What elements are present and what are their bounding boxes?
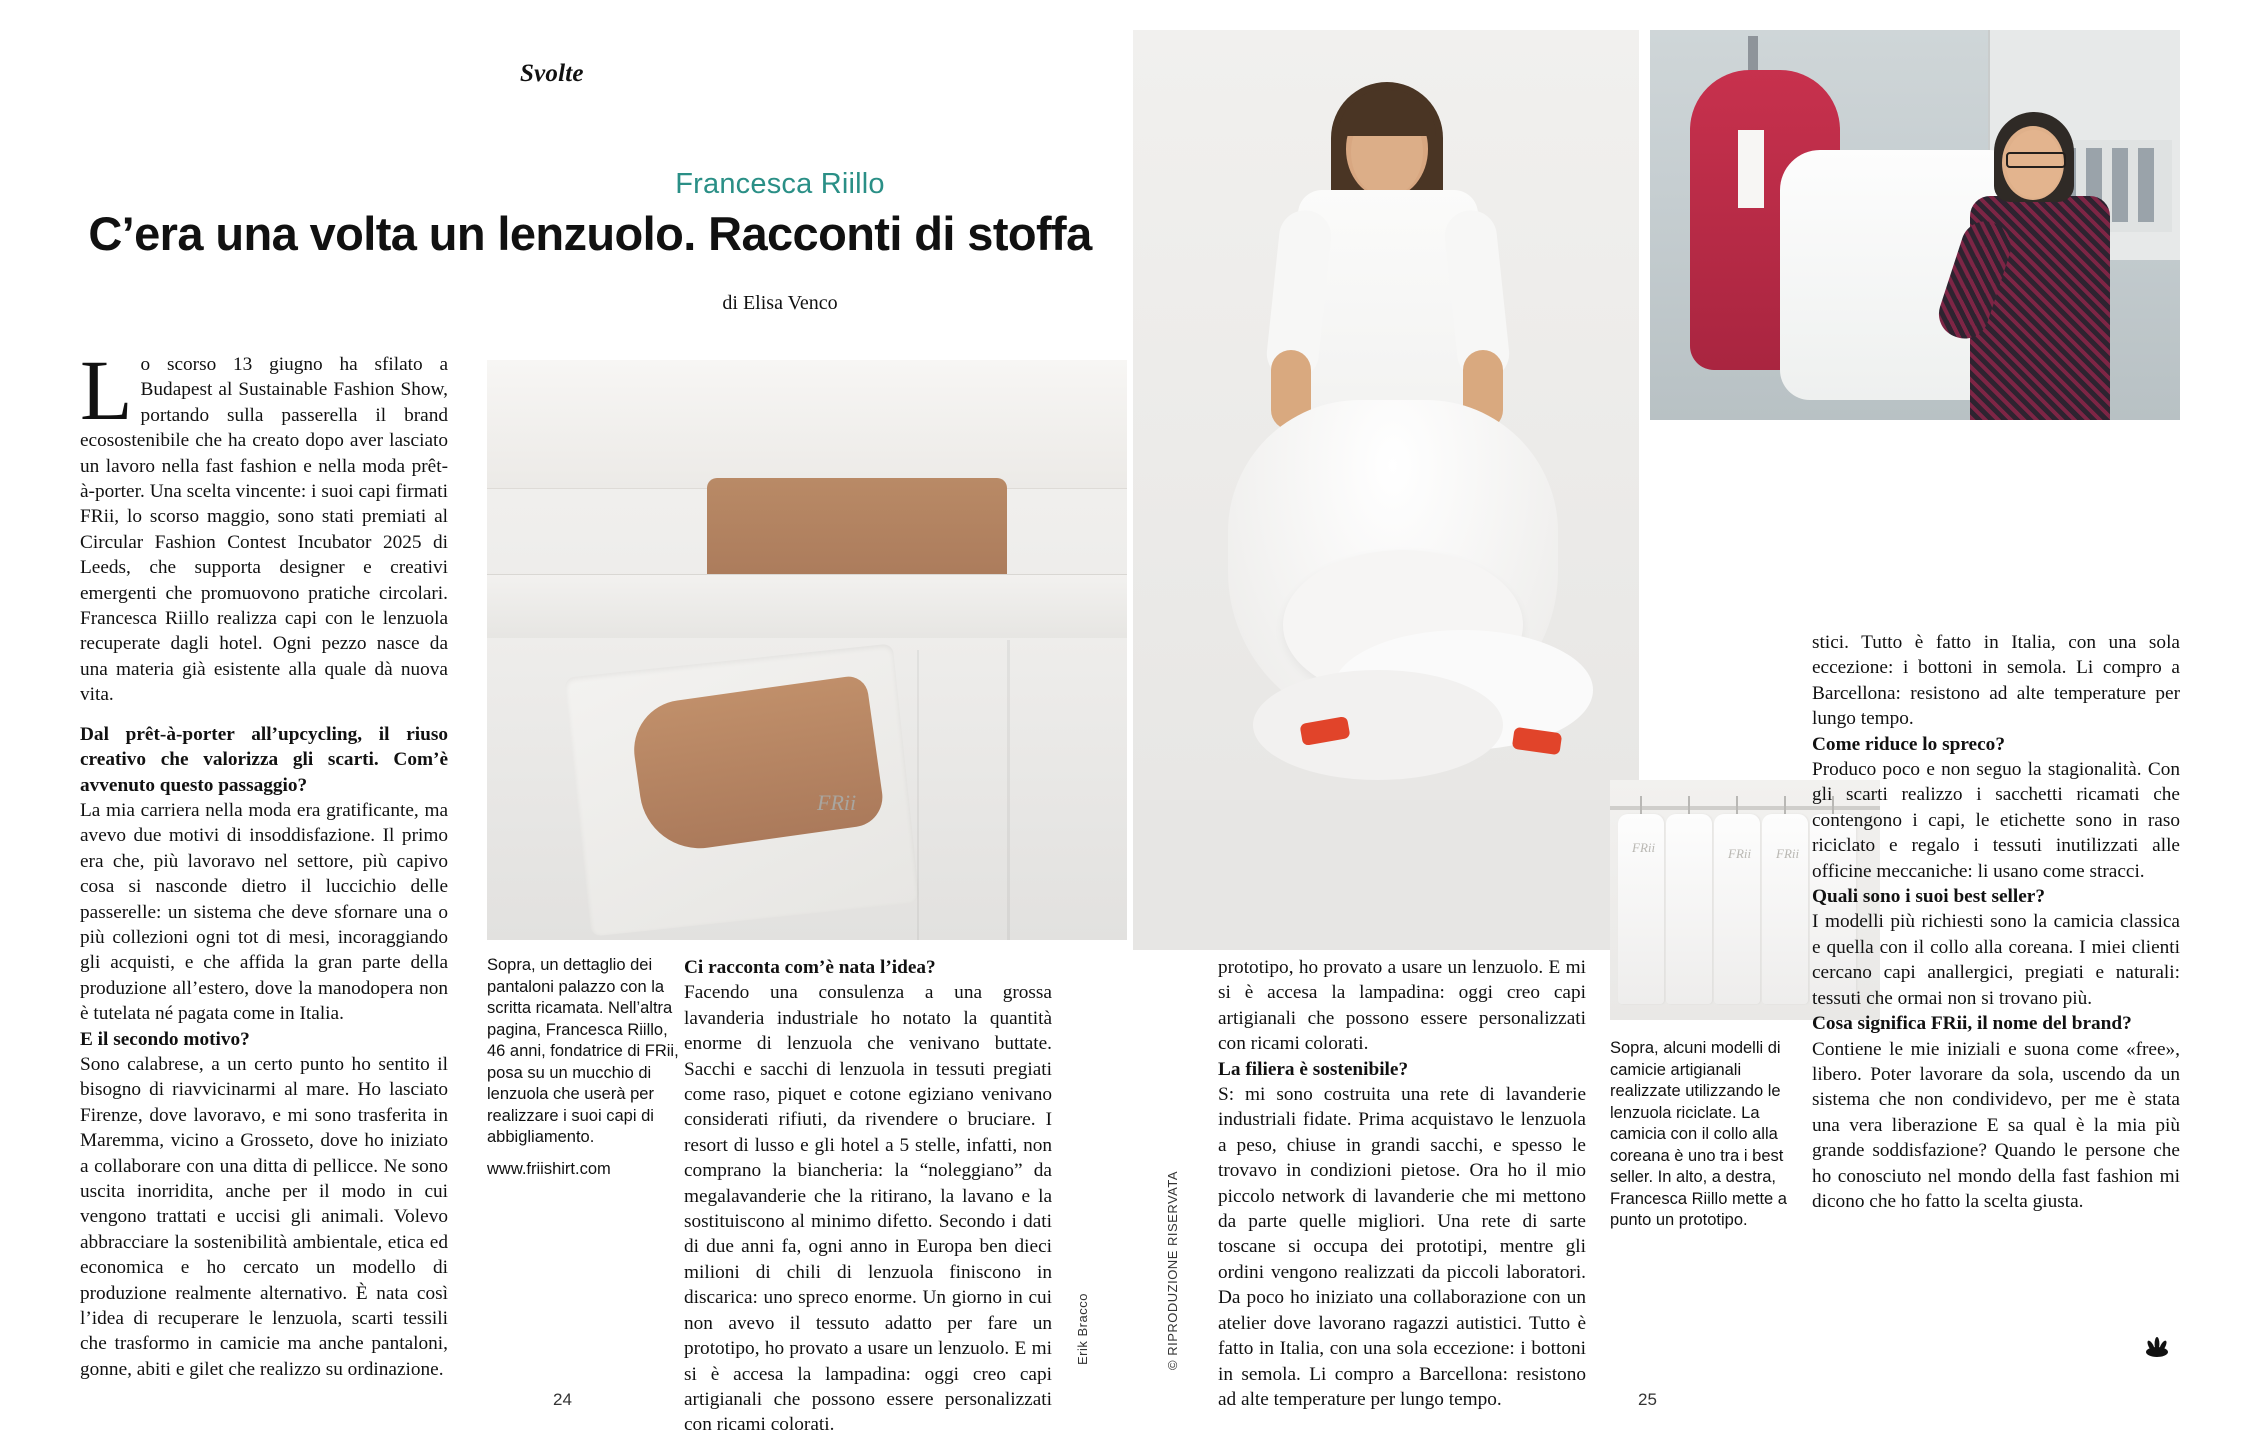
question-1: Dal prêt-à-porter all’upcycling, il riuso creativo che valorizza gli scarti. Com’è avvenuto questo passaggio? bbox=[80, 723, 448, 796]
end-mark-flower-icon bbox=[2144, 1336, 2170, 1358]
question-6: Quali sono i suoi best seller? bbox=[1812, 886, 2046, 908]
question-7: Cosa significa FRii, il nome del brand? bbox=[1812, 1013, 2132, 1035]
answer-7: Contiene le mie iniziali e suona come «free», libero. Poter lavorare da sola, uscendo da un sistema che non condividevo, per me è stata una vera liberazione E sa qual è la mia più grande soddisfazione? Quando le persone che ho conosciuto nel mondo della fast fashion mi dicono che ho fatto la scelta giusta. bbox=[1812, 1038, 2180, 1212]
photo-shape-shirt bbox=[1762, 814, 1808, 1004]
question-5: Come riduce lo spreco? bbox=[1812, 733, 2005, 755]
answer-4: S: mi sono costruita una rete di lavanderie industriali fidate. Prima acquistavo le lenzuola a peso, chiuse in grandi sacchi, e spesso le trovavo in condizioni pietose. Ora ho il mio piccolo network di lavanderie che mi mettono da parte quelle migliori. Una rete di sarte toscane si occupa dei prototipi, mentre gli ordini vengono realizzati da piccoli laboratori. Da poco ho iniziato una collaborazione con un atelier dove lavorano ragazzi autistici. Tutto è fatto in Italia, con una sola eccezione: i bottoni in semola. Li compro a Barcellona: resistono ad alte temperature per lungo tempo. bbox=[1218, 1084, 1586, 1410]
body-column-2 bbox=[684, 955, 1052, 1436]
section-kicker: Svolte bbox=[520, 60, 584, 87]
photo-atelier-mannequin bbox=[1650, 30, 2180, 420]
photo-shape-measure-tape bbox=[1738, 130, 1764, 208]
caption-trousers: Sopra, un dettaglio dei pantaloni palazzo con la scritta ricamata. Nell’altra pagina, Francesca Riillo, 46 anni, fondatrice di FRii, posa su un mucchio di lenzuola che userà per realizzare i suoi capi di abbigliamento. www.friishirt.com bbox=[487, 955, 687, 1180]
author-byline: di Elisa Venco bbox=[722, 292, 838, 314]
body-column-4-top bbox=[1812, 630, 2180, 1212]
photo-shape-fold bbox=[1007, 640, 1010, 940]
answer-6: I modelli più richiesti sono la camicia classica e quella con il collo alla coreana. I miei clienti cercano capi anallergici, pregiati e naturali: tessuti che ormai non si trovano più. bbox=[1812, 911, 2180, 1009]
answer-4-cont: stici. Tutto è fatto in Italia, con una sola eccezione: i bottoni in semola. Li compro a Barcellona: resistono ad alte temperature per lungo tempo. bbox=[1812, 632, 2180, 730]
answer-3-cont: prototipo, ho provato a usare un lenzuolo. E mi si è accesa la lampadina: oggi creo capi artigianali che possono essere personalizzati con ricami colorati. bbox=[1218, 957, 1586, 1055]
photo-shape-fold bbox=[917, 650, 919, 940]
answer-3: Facendo una consulenza a una grossa lavanderia industriale ho notato la quantità enorme di lenzuola che venivano buttate. Sacchi e sacchi di lenzuola in tessuti pregiati come raso, piquet e cotone egiziano venivano considerati rifiuti, da rivendere o bruciare. I resort di lusso e gli hotel a 5 stelle, infatti, non comprano la biancheria: la “noleggiano” da megalavanderie che la ritirano, la lavano e la sostituiscono al minimo difetto. Secondo i dati di due anni fa, ogni anno in Europa ben dieci milioni di chili di lenzuola finiscono in discarica: uno spreco enorme. Un giorno in cui non avevo il tessuto adatto per fare un prototipo, ho provato a usare un lenzuolo. E mi si è accesa la lampadina: oggi creo capi artigianali che possono essere personalizzati con ricami colorati. bbox=[684, 982, 1052, 1436]
photo-shape-glasses bbox=[2006, 152, 2066, 168]
photo-shape-top-garment bbox=[487, 360, 1127, 489]
question-3: Ci racconta com’è nata l’idea? bbox=[684, 957, 936, 978]
photo-shape-sheet-fold bbox=[1253, 670, 1503, 780]
photo-credit: Erik Bracco bbox=[1075, 1293, 1090, 1365]
embroidered-monogram: FRii bbox=[1632, 840, 1656, 855]
embroidered-monogram: FRii bbox=[817, 790, 857, 815]
photo-portrait-seated bbox=[1133, 30, 1639, 950]
answer-2: Sono calabrese, a un certo punto ho sentito il bisogno di riavvicinarmi al mare. Ho lasciato Firenze, dove lavoravo, e mi sono trasferita in Maremma, vicino a Grosseto, dove ho iniziato a collaborare con una ditta di pellicce. Ne sono uscita inorridita, anche per il modo in cui vengono trattati e uccisi gli animali. Volevo abbracciare la sostenibilità ambientale, etica ed economica e ho cercato un modello di produzione realmente alternativo. È nata così l’idea di recuperare le lenzuola, scarti tessili che trasformo in camicie ma anche pantaloni, gonne, abiti e gilet che realizzo su ordinazione. bbox=[80, 1053, 448, 1380]
answer-1: La mia carriera nella moda era gratificante, ma avevo due motivi di insoddisfazione. Il primo era che, più lavoravo nel settore, più capivo cosa si nasconde dietro il luccichio delle passerelle: un sistema che deve sfornare una o più collezioni ogni tot di mesi, incoraggiando gli acquisti, e che affida la gran parte della produzione all’estero, dove la manodopera non è tutelata né pagata come in Italia. bbox=[80, 799, 448, 1025]
question-4: La filiera è sostenibile? bbox=[1218, 1058, 1409, 1080]
drop-cap: L bbox=[80, 342, 133, 438]
embroidered-monogram: FRii bbox=[1776, 846, 1800, 861]
photo-shape-floor bbox=[1133, 800, 1639, 950]
photo-shape-shirt bbox=[1714, 814, 1760, 1004]
folio-left: 24 bbox=[553, 1390, 572, 1409]
caption-shirt-rack: Sopra, alcuni modelli di camicie artigianali realizzate utilizzando le lenzuola riciclate. La camicia con il collo alla coreana è uno tra i best seller. In alto, a destra, Francesca Riillo mette a punto un prototipo. bbox=[1610, 1039, 1787, 1229]
page-title: C’era una volta un lenzuolo. Racconti di stoffa bbox=[88, 207, 1092, 260]
caption-website: www.friishirt.com bbox=[487, 1159, 611, 1178]
body-column-1 bbox=[80, 342, 448, 1380]
photo-shape-waistband bbox=[487, 574, 1127, 642]
question-2: E il secondo motivo? bbox=[80, 1028, 250, 1050]
answer-5: Produco poco e non seguo la stagionalità. Con gli scarti realizzo i sacchetti ricamati che contengono i capi, le etichette sono in raso riciclato e regalo i tessuti inutilizzati alle officine meccaniche: li usano come stracci. bbox=[1812, 759, 2180, 882]
photo-shape-shirt bbox=[1666, 814, 1712, 1004]
rights-notice: © RIPRODUZIONE RISERVATA bbox=[1165, 1170, 1180, 1370]
photo-trousers-detail bbox=[487, 360, 1127, 940]
subject-name: Francesca Riillo bbox=[675, 168, 885, 200]
folio-right: 25 bbox=[1638, 1390, 1657, 1409]
intro-paragraph: Lo scorso 13 giugno ha sfilato a Budapest al Sustainable Fashion Show, portando sulla passerella il brand ecosostenibile che ha creato dopo aver lasciato un lavoro nella fast fashion e nella moda prêt-à-porter. Una scelta vincente: i suoi capi firmati FRii, lo scorso maggio, sono stati premiati al Circular Fashion Contest Incubator 2025 di Leeds, che supporta designer e creativi emergenti che promuovono pratiche circolari. Francesca Riillo realizza capi con le lenzuola recuperate dagli hotel. Ogni pezzo nasce da una materia già esistente alla quale dà nuova vita. bbox=[80, 342, 448, 706]
embroidered-monogram: FRii bbox=[1728, 846, 1752, 861]
body-column-3 bbox=[1218, 955, 1586, 1410]
